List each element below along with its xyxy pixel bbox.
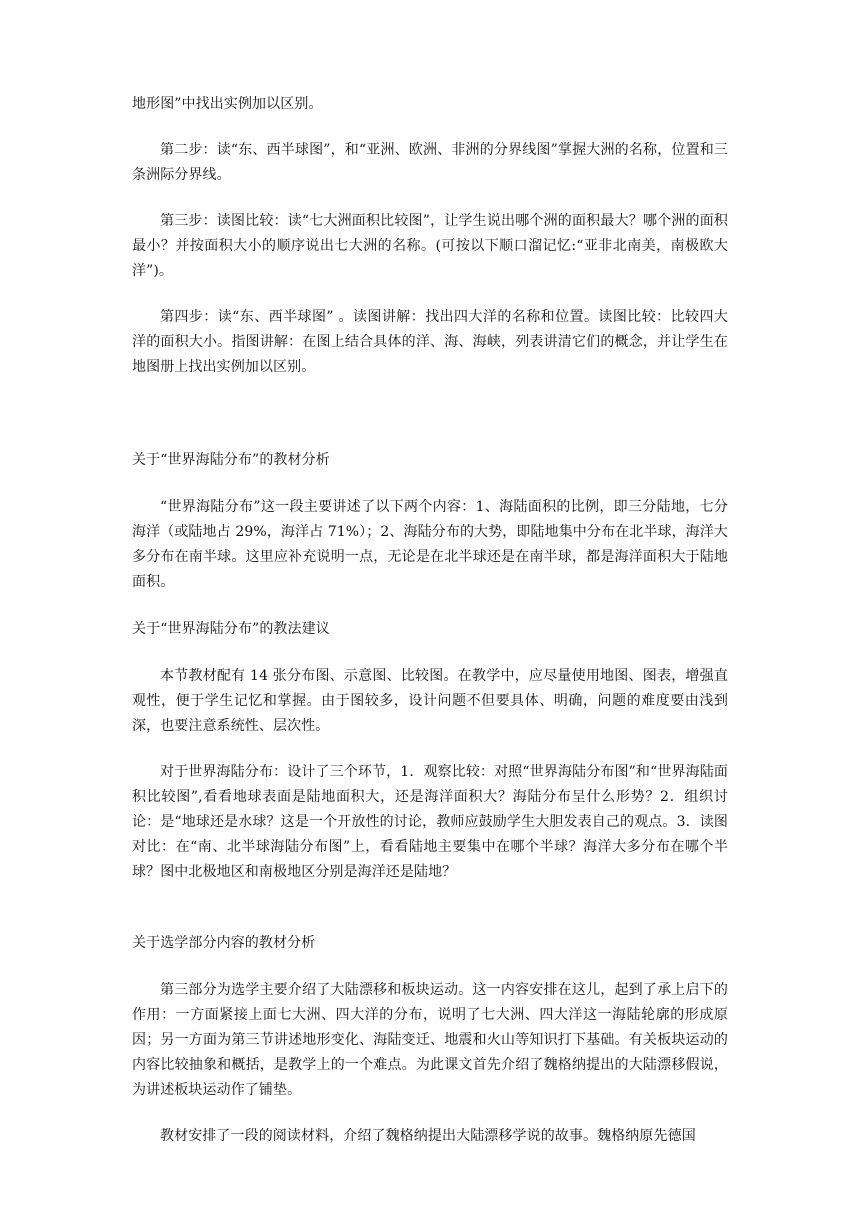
paragraph-step-three: 第三步：读图比较：读“七大洲面积比较图”，让学生说出哪个洲的面积最大？哪个洲的面积最小？并按面积大小的顺序说出七大洲的名称。(可按以下顺口溜记忆:“亚非北南美，南极欧大洋”)。 — [132, 213, 728, 279]
paragraph-step-two: 第二步：读“东、西半球图”，和“亚洲、欧洲、非洲的分界线图”掌握大洲的名称，位置和三条洲际分界线。 — [132, 142, 728, 183]
paragraph-continental-drift: 第三部分为选学主要介绍了大陆漂移和板块运动。这一内容安排在这儿，起到了承上启下的作用：一方面紧接上面七大洲、四大洋的分布，说明了七大洲、四大洋这一海陆轮廓的形成原因；另一方面为第三节讲述地形变化、海陆变迁、地震和火山等知识打下基础。有关板块运动的内容比较抽象和概括，是教学上的一个难点。为此课文首先介绍了魏格纳提出的大陆漂移假说，为讲述板块运动作了铺垫。 — [132, 982, 728, 1098]
paragraph-continuation: 地形图”中找出实例加以区别。 — [132, 96, 323, 112]
paragraph-reading-material: 教材安排了一段的阅读材料，介绍了魏格纳提出大陆漂移学说的故事。魏格纳原先德国 — [160, 1128, 696, 1144]
document-body — [132, 92, 728, 1149]
paragraph-land-sea-analysis: “世界海陆分布”这一段主要讲述了以下两个内容：1、海陆面积的比例，即三分陆地，七分海洋（或陆地占 29%，海洋占 71%）；2、海陆分布的大势，即陆地集中分布在北半球，海洋大多分布在南半球。这里应补充说明一点，无论是在北半球还是在南半球，都是海洋面积大于陆地面积。 — [132, 499, 728, 590]
paragraph-step-four: 第四步：读“东、西半球图” 。读图讲解：找出四大洋的名称和位置。读图比较：比较四大洋的面积大小。指图讲解：在图上结合具体的洋、海、海峡，列表讲清它们的概念，并让学生在地图册上找出实例加以区别。 — [132, 309, 728, 375]
heading-optional-content: 关于选学部分内容的教材分析 — [132, 935, 316, 951]
paragraph-teaching-suggestions: 本节教材配有 14 张分布图、示意图、比较图。在教学中，应尽量使用地图、图表，增强直观性，便于学生记忆和掌握。由于图较多，设计问题不但要具体、明确，问题的难度要由浅到深，也要注意系统性、层次性。 — [132, 668, 728, 734]
heading-teaching-suggestions: 关于“世界海陆分布”的教法建议 — [132, 621, 330, 637]
paragraph-three-steps: 对于世界海陆分布：设计了三个环节，1．观察比较：对照“世界海陆分布图”和“世界海陆面积比较图”,看看地球表面是陆地面积大，还是海洋面积大？海陆分布呈什么形势？2．组织讨论：是“地球还是水球？这是一个开放性的讨论，教师应鼓励学生大胆发表自己的观点。3．读图对比：在“南、北半球海陆分布图”上，看看陆地主要集中在哪个半球？海洋大多分布在哪个半球？图中北极地区和南极地区分别是海洋还是陆地？ — [132, 764, 728, 880]
heading-land-sea-analysis: 关于“世界海陆分布”的教材分析 — [132, 452, 330, 468]
